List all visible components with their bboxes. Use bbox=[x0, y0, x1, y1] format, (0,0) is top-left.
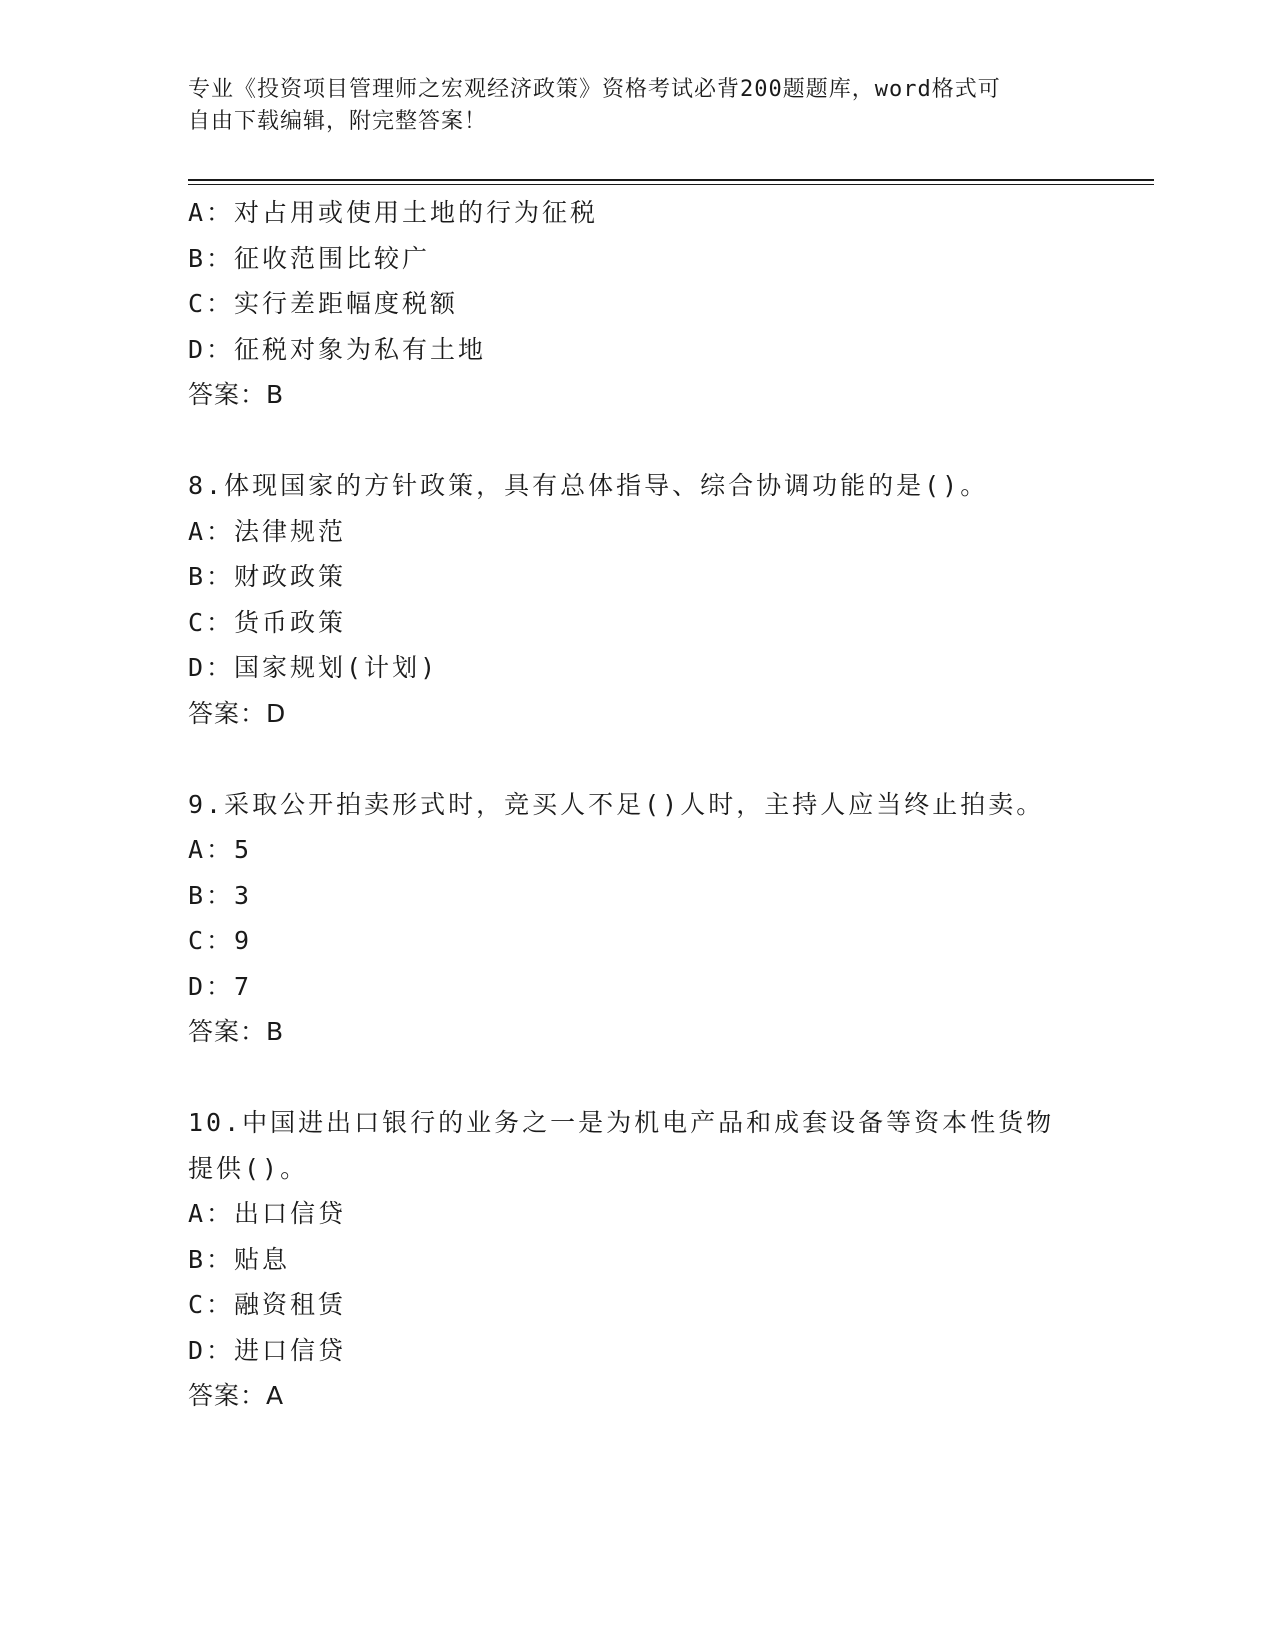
option-d: D：征税对象为私有土地 bbox=[188, 334, 487, 364]
answer-label: 答案：A bbox=[188, 1381, 285, 1410]
option-a: A：对占用或使用土地的行为征税 bbox=[188, 198, 599, 227]
question-block-continued bbox=[188, 190, 1148, 418]
option-d: D：进口信贷 bbox=[188, 1335, 347, 1365]
question-block-9 bbox=[188, 782, 1148, 1055]
header-line: 自由下载编辑，附完整答案！ bbox=[188, 109, 488, 134]
header-line: 专业《投资项目管理师之宏观经济政策》资格考试必背200题题库，word格式可 bbox=[188, 77, 1001, 102]
option-c: C：融资租赁 bbox=[188, 1290, 347, 1319]
option-b: B：3 bbox=[188, 880, 253, 910]
question-text: 9.采取公开拍卖形式时，竞买人不足()人时，主持人应当终止拍卖。 bbox=[188, 789, 1045, 819]
option-a: A：出口信贷 bbox=[188, 1199, 347, 1228]
option-d: D：7 bbox=[188, 971, 253, 1001]
option-b: B：财政政策 bbox=[188, 562, 347, 591]
answer-label: 答案：B bbox=[188, 380, 285, 409]
option-c: C：货币政策 bbox=[188, 607, 347, 637]
question-block-10 bbox=[188, 1100, 1148, 1419]
header-divider-thick bbox=[188, 179, 1154, 181]
question-list bbox=[188, 190, 1148, 1419]
answer-label: 答案：B bbox=[188, 1017, 285, 1046]
option-a: A：法律规范 bbox=[188, 516, 347, 546]
question-text: 10.中国进出口银行的业务之一是为机电产品和成套设备等资本性货物 bbox=[188, 1108, 1055, 1137]
question-block-8 bbox=[188, 463, 1148, 736]
option-d: D：国家规划(计划) bbox=[188, 653, 439, 682]
question-text: 8.体现国家的方针政策，具有总体指导、综合协调功能的是()。 bbox=[188, 471, 989, 500]
option-b: B：贴息 bbox=[188, 1244, 291, 1274]
header-divider-thin bbox=[188, 184, 1154, 185]
question-text-continued: 提供()。 bbox=[188, 1153, 309, 1183]
option-b: B：征收范围比较广 bbox=[188, 243, 431, 273]
answer-label: 答案：D bbox=[188, 698, 287, 728]
option-a: A：5 bbox=[188, 835, 253, 864]
option-c: C：实行差距幅度税额 bbox=[188, 289, 459, 318]
option-c: C：9 bbox=[188, 926, 253, 955]
document-header bbox=[188, 74, 1088, 138]
